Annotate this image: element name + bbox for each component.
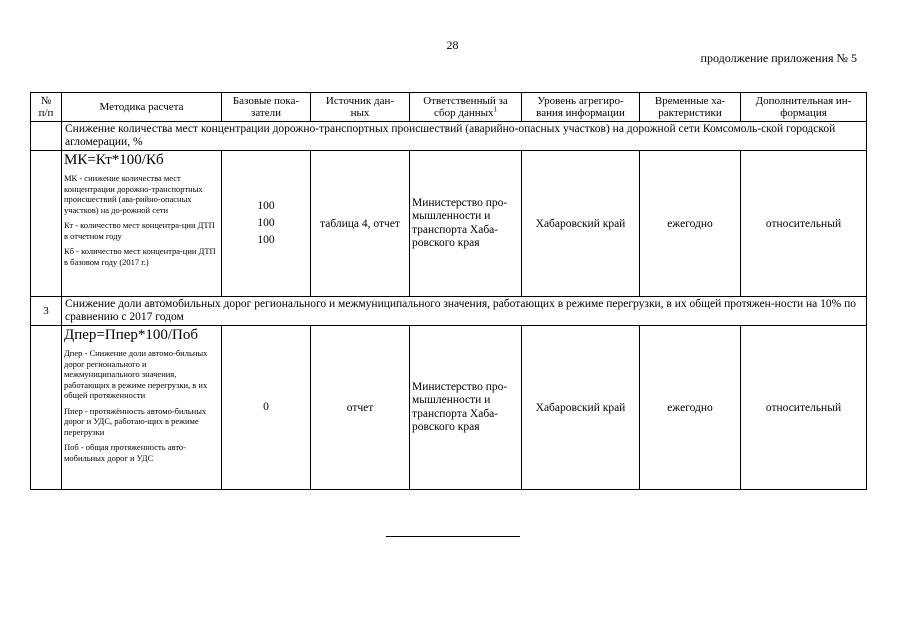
indicator-row <box>31 151 867 297</box>
section-title-row <box>31 297 867 326</box>
base-value: 0 <box>263 401 269 413</box>
indicator-row <box>31 326 867 490</box>
section-title: Снижение доли автомобильных дорог регионального и межмуниципального значения, работающих в режиме перегрузки, в их общей протяжен-ности на 10% по сравнению с 2017 годом <box>62 297 867 326</box>
responsible-party: Министерство про-мышленности и транспорта Хаба-ровского края <box>410 151 522 297</box>
base-value: 100 <box>257 217 275 229</box>
section-number: 3 <box>31 297 62 326</box>
base-value: 100 <box>257 200 275 212</box>
definition: Поб - общая протяженность авто-мобильных дорог и УДС <box>64 442 187 463</box>
continuation-label: продолжение приложения № 5 <box>700 51 857 65</box>
method-cell <box>62 151 222 297</box>
header-row <box>31 93 867 122</box>
header-temporal: Временные ха- рактеристики <box>640 93 741 122</box>
indicator-table <box>30 92 867 490</box>
footnote-separator <box>386 536 520 537</box>
header-source: Источник дан- ных <box>311 93 410 122</box>
formula: Дпер=Ппер*100/Поб <box>64 327 199 343</box>
definition: Кб - количество мест концентра-ции ДТП в базовом году (2017 г.) <box>64 246 216 267</box>
additional-info: относительный <box>741 326 867 490</box>
method-cell <box>62 326 222 490</box>
base-values-cell <box>222 326 311 490</box>
definition: МК - снижение количества мест концентрации дорожно-транспортных происшествий (ава-рийно-опасных участков) на до-рожной сети <box>64 173 203 215</box>
definition: Кт - количество мест концентра-ции ДТП в отчетном году <box>64 220 215 241</box>
section-title: Снижение количества мест концентрации дорожно-транспортных происшествий (аварийно-опасных участков) на дорожной сети Комсомоль-ской городской агломерации, % <box>62 122 867 151</box>
header-base: Базовые пока- затели <box>222 93 311 122</box>
temporal-characteristic: ежегодно <box>640 326 741 490</box>
section-number <box>31 122 62 151</box>
aggregation-level: Хабаровский край <box>522 151 640 297</box>
aggregation-level: Хабаровский край <box>522 326 640 490</box>
data-source: отчет <box>311 326 410 490</box>
header-additional: Дополнительная ин- формация <box>741 93 867 122</box>
header-num: № п/п <box>31 93 62 122</box>
footnote-marker: 1 <box>493 105 497 114</box>
header-method: Методика расчета <box>62 93 222 122</box>
base-value: 100 <box>257 234 275 246</box>
definition: Дпер - Снижение доли автомо-бильных дорог регионального и межмуниципального значения, работающих в режиме перегрузки, в их общей протяженности <box>64 348 208 400</box>
header-responsible: Ответственный за сбор данных$^1$ <box>410 93 522 122</box>
section-title-row <box>31 122 867 151</box>
responsible-party: Министерство про-мышленности и транспорта Хаба-ровского края <box>410 326 522 490</box>
formula: МК=Кт*100/Кб <box>64 152 164 168</box>
definition: Ппер - протяжённость автомо-бильных дорог и УДС, работаю-щих в режиме перегрузки <box>64 405 207 437</box>
header-aggregation: Уровень агрегиро- вания информации <box>522 93 640 122</box>
row-number-cell <box>31 151 62 297</box>
additional-info: относительный <box>741 151 867 297</box>
base-values-cell <box>222 151 311 297</box>
temporal-characteristic: ежегодно <box>640 151 741 297</box>
data-source: таблица 4, отчет <box>311 151 410 297</box>
row-number-cell <box>31 326 62 490</box>
page-number: 28 <box>446 38 459 52</box>
